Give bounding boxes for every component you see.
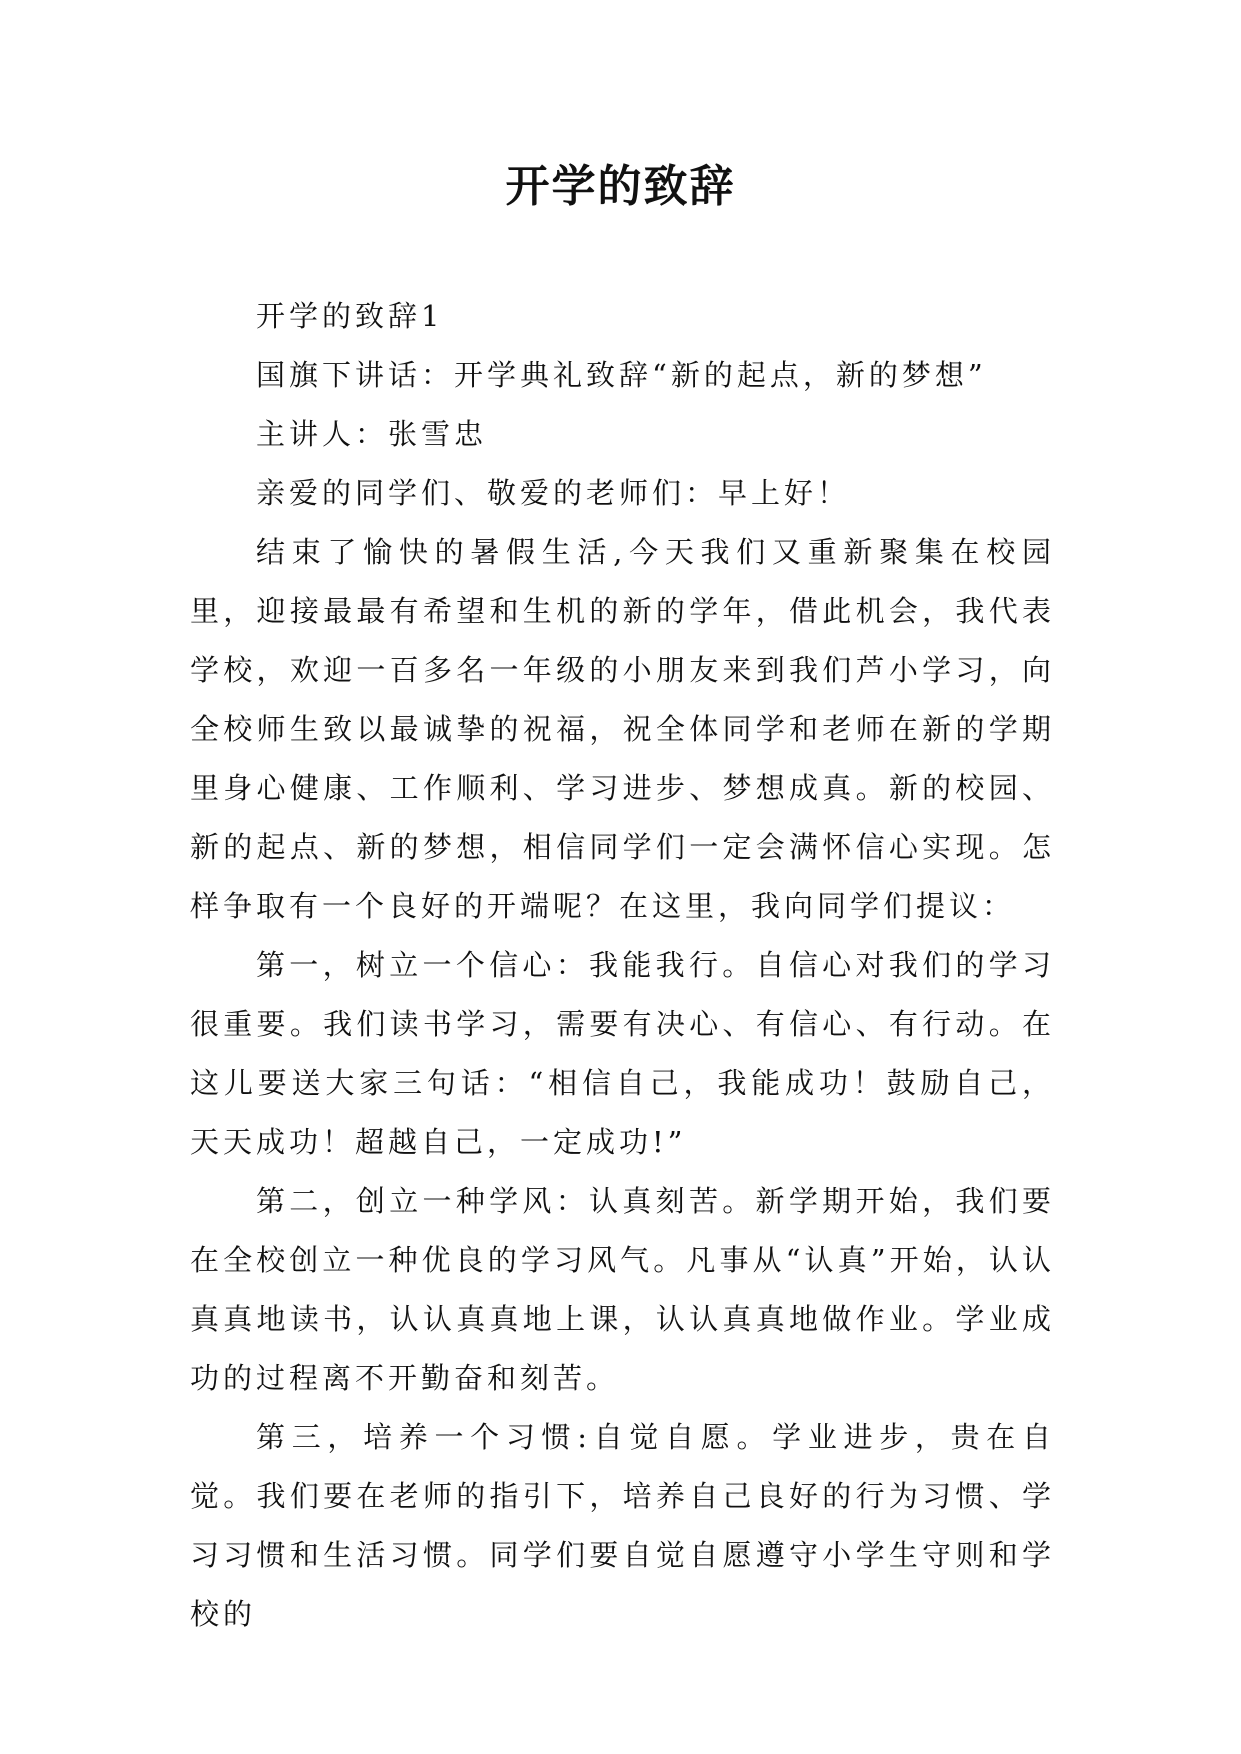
body-paragraph: 第一，树立一个信心：我能我行。自信心对我们的学习很重要。我们读书学习，需要有决心、有信心、有行动。在这儿要送大家三句话：“相信自己，我能成功！鼓励自己，天天成功！超越自己，一定成功!”	[190, 948, 1055, 1159]
speaker-line: 主讲人：张雪忠	[256, 417, 488, 451]
body-paragraph: 第二，创立一种学风：认真刻苦。新学期开始，我们要在全校创立一种优良的学习风气。凡事从“认真”开始，认认真真地读书，认认真真地上课，认认真真地做作业。学业成功的过程离不开勤奋和刻苦。	[190, 1184, 1055, 1395]
body-paragraph: 第三，培养一个习惯:自觉自愿。学业进步，贵在自觉。我们要在老师的指引下，培养自己良好的行为习惯、学习习惯和生活习惯。同学们要自觉自愿遵守小学生守则和学校的	[190, 1420, 1055, 1631]
speech-topic: 国旗下讲话：开学典礼致辞“新的起点，新的梦想”	[256, 358, 987, 392]
greeting: 亲爱的同学们、敬爱的老师们：早上好！	[256, 476, 851, 510]
section-heading: 开学的致辞1	[256, 299, 444, 333]
document-body	[190, 287, 1055, 1644]
document-title: 开学的致辞	[505, 161, 736, 212]
body-paragraph: 结束了愉快的暑假生活,今天我们又重新聚集在校园里，迎接最最有希望和生机的新的学年，借此机会，我代表学校，欢迎一百多名一年级的小朋友来到我们芦小学习，向全校师生致以最诚挚的祝福，祝全体同学和老师在新的学期里身心健康、工作顺利、学习进步、梦想成真。新的校园、新的起点、新的梦想，相信同学们一定会满怀信心实现。怎样争取有一个良好的开端呢？在这里，我向同学们提议：	[190, 535, 1055, 923]
